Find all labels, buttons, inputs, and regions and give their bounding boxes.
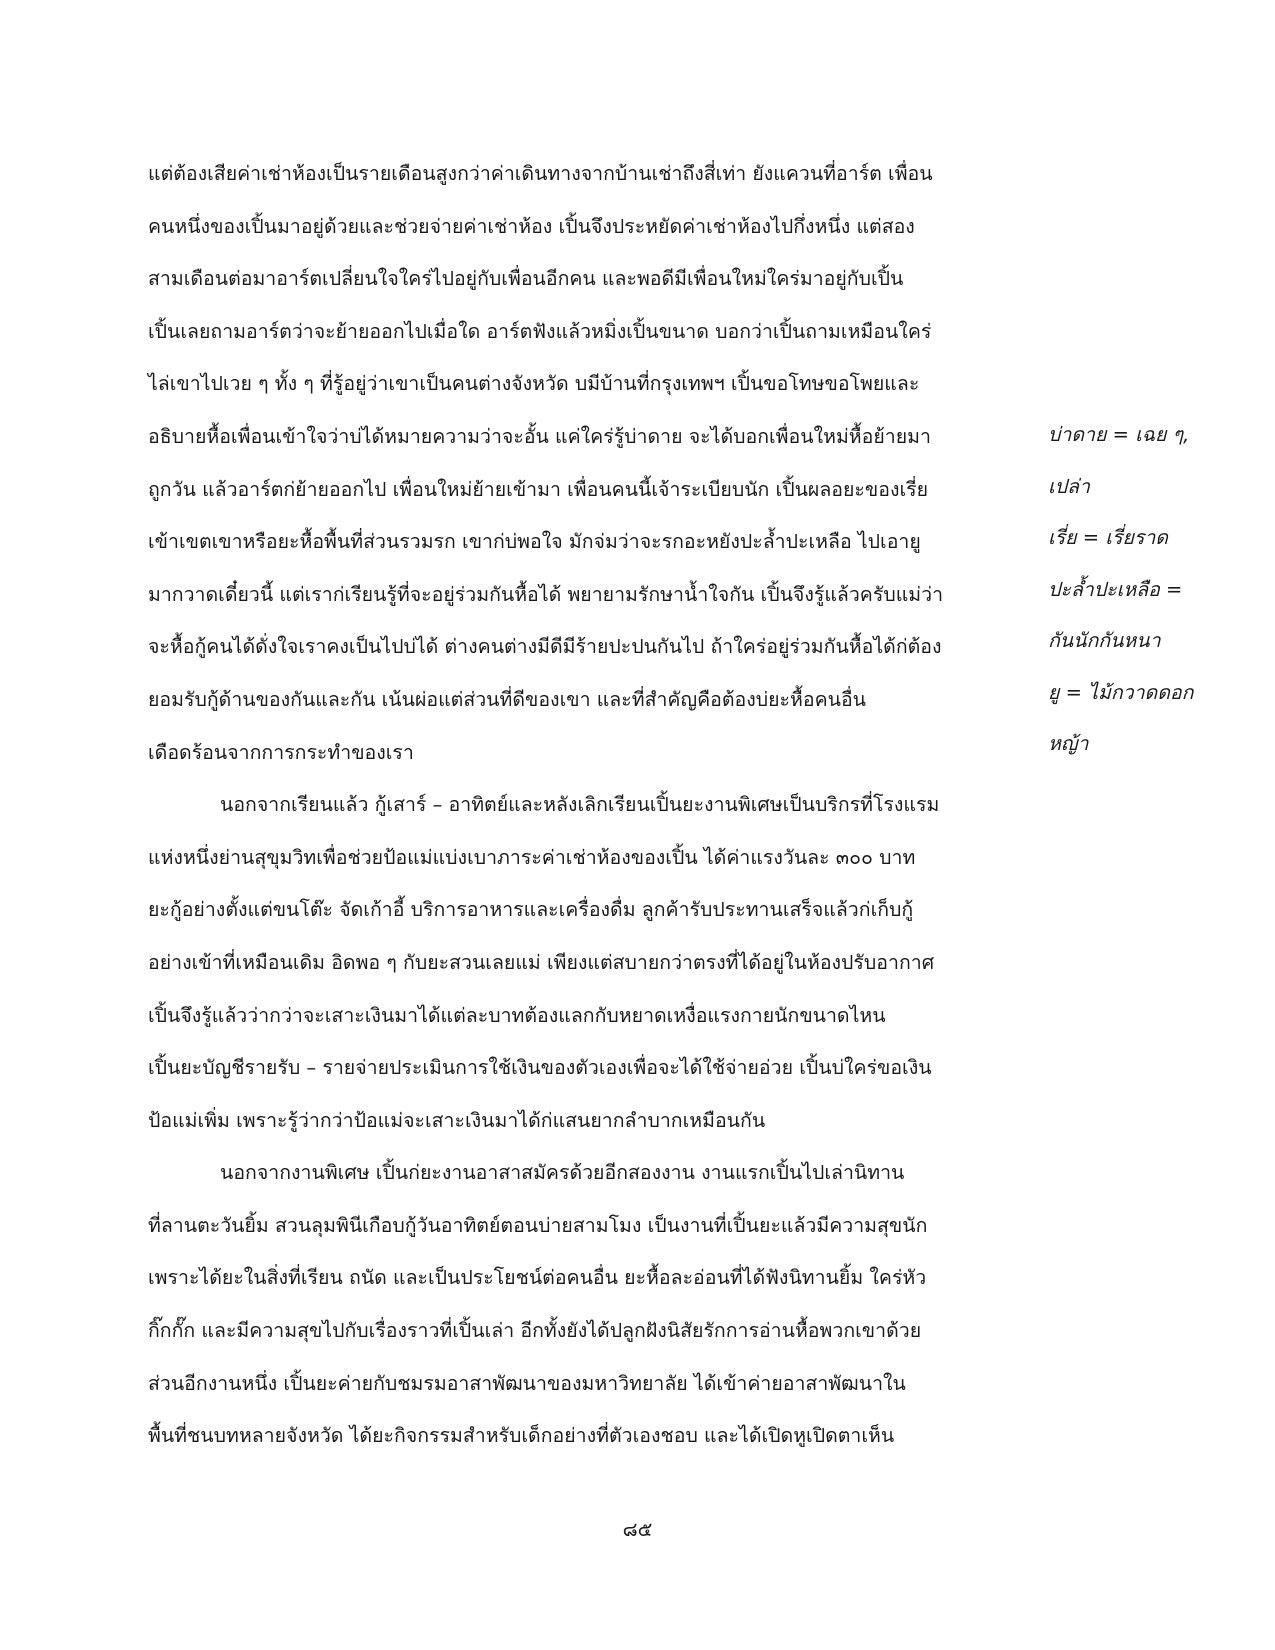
text-line: เปิ้นยะบัญชีรายรับ – รายจ่ายประเมินการใช้เงินของตัวเองเพื่อจะได้ใช้จ่ายอ่วย เปิ้นบ่ใคร่ขอเงิน bbox=[148, 1056, 932, 1080]
text-line: เข้าเขตเขาหรือยะหื้อพื้นที่ส่วนรวมรก เขาก่บ่พอใจ มักจ่มว่าจะรกอะหยังปะล้ำปะเหลือ ไปเอายู bbox=[148, 530, 921, 554]
text-line: ป้อแม่เพิ่ม เพราะรู้ว่ากว่าป้อแม่จะเสาะเงินมาได้ก่แสนยากลำบากเหมือนกัน bbox=[148, 1108, 766, 1132]
text-line: เพราะได้ยะในสิ่งที่เรียน ถนัด และเป็นประโยชน์ต่อคนอื่น ยะหื้อละอ่อนที่ได้ฟังนิทานยิ้ม ใคร่หัว bbox=[148, 1266, 927, 1290]
text-line: อย่างเข้าที่เหมือนเดิม อิดพอ ๆ กับยะสวนเลยแม่ เพียงแต่สบายกว่าตรงที่ได้อยู่ในห้องปรับอากาศ bbox=[148, 950, 935, 974]
glossary-note: หญ้า bbox=[1048, 732, 1089, 755]
text-line: อธิบายหื้อเพื่อนเข้าใจว่าบ่ได้หมายความว่าจะอั้น แค่ใคร่รู้บ่าดาย จะได้บอกเพื่อนใหม่หื้อย้ายมา bbox=[148, 424, 931, 448]
glossary-note: เรี่ย = เรี่ยราด bbox=[1048, 526, 1168, 549]
glossary-note: ปะล้ำปะเหลือ = bbox=[1048, 577, 1183, 601]
text-line: สามเดือนต่อมาอาร์ตเปลี่ยนใจใคร่ไปอยู่กับเพื่อนอีกคน และพอดีมีเพื่อนใหม่ใคร่มาอยู่กับเปิ้น bbox=[148, 267, 904, 291]
text-line: มากวาดเดี๋ยวนี้ แต่เราก่เรียนรู้ที่จะอยู่ร่วมกันหื้อได้ พยายามรักษาน้ำใจกัน เปิ้นจึงรู้แล้วครับแม่ว่า bbox=[148, 582, 944, 606]
page-number: ๘๕ bbox=[622, 1518, 653, 1541]
text-line: เปิ้นจึงรู้แล้วว่ากว่าจะเสาะเงินมาได้แต่ละบาทต้องแลกกับหยาดเหงื่อแรงกายนักขนาดไหน bbox=[148, 1003, 886, 1027]
text-line: แห่งหนึ่งย่านสุขุมวิทเพื่อช่วยป้อแม่แบ่งเบาภาระค่าเช่าห้องของเปิ้น ได้ค่าแรงวันละ ๓๐๐ บาท bbox=[148, 845, 916, 869]
text-line: ถูกวัน แล้วอาร์ตก่ย้ายออกไป เพื่อนใหม่ย้ายเข้ามา เพื่อนคนนี้เจ้าระเบียบนัก เปิ้นผลอยะของเรี่ย bbox=[148, 477, 929, 501]
text-line: จะหื้อกู้คนได้ดั่งใจเราคงเป็นไปบ่ได้ ต่างคนต่างมีดีมีร้ายปะปนกันไป ถ้าใคร่อยู่ร่วมกันหื้อได้ก่ต้อง bbox=[148, 635, 942, 659]
text-line: ไล่เขาไปเวย ๆ ทั้ง ๆ ที่รู้อยู่ว่าเขาเป็นคนต่างจังหวัด บมีบ้านที่กรุงเทพฯ เปิ้นขอโทษขอโพยและ bbox=[148, 372, 920, 396]
text-line: พื้นที่ชนบทหลายจังหวัด ได้ยะกิจกรรมสำหรับเด็กอย่างที่ตัวเองชอบ และได้เปิดหูเปิดตาเห็น bbox=[148, 1424, 895, 1448]
text-line: ส่วนอีกงานหนึ่ง เปิ้นยะค่ายกับชมรมอาสาพัฒนาของมหาวิทยาลัย ได้เข้าค่ายอาสาพัฒนาใน bbox=[148, 1371, 906, 1395]
glossary-note: เปล่า bbox=[1048, 474, 1090, 498]
body-text bbox=[148, 148, 1028, 1463]
glossary-note: ยู = ไม้กวาดดอก bbox=[1048, 680, 1194, 704]
text-line: เดือดร้อนจากการกระทำของเรา bbox=[148, 740, 414, 764]
paragraph-first-line: นอกจากงานพิเศษ เปิ้นก่ยะงานอาสาสมัครด้วยอีกสองงาน งานแรกเปิ้นไปเล่านิทาน bbox=[220, 1161, 905, 1185]
glossary-note: บ่าดาย = เฉย ๆ, bbox=[1048, 423, 1190, 446]
text-line: ที่ลานตะวันยิ้ม สวนลุมพินีเกือบกู้วันอาทิตย์ตอนบ่ายสามโมง เป็นงานที่เปิ้นยะแล้วมีความสุขนัก bbox=[148, 1213, 928, 1237]
text-line: แต่ต้องเสียค่าเช่าห้องเป็นรายเดือนสูงกว่าค่าเดินทางจากบ้านเช่าถึงสี่เท่า ยังแควนที่อาร์ต เพื่อน bbox=[148, 162, 933, 185]
text-line: ยะกู้อย่างตั้งแต่ขนโต๊ะ จัดเก้าอี้ บริการอาหารและเครื่องดื่ม ลูกค้ารับประทานเสร็จแล้วก่เก็บกู้ bbox=[148, 898, 914, 922]
text-line: คนหนึ่งของเปิ้นมาอยู่ด้วยและช่วยจ่ายค่าเช่าห้อง เปิ้นจึงประหยัดค่าเช่าห้องไปกึ่งหนึ่ง แต่สอง bbox=[148, 214, 915, 238]
text-line: ยอมรับกู้ด้านของกันและกัน เน้นผ่อแต่ส่วนที่ดีของเขา และที่สำคัญคือต้องบ่ยะหื้อคนอื่น bbox=[148, 687, 866, 711]
glossary-margin-notes bbox=[1048, 409, 1248, 770]
paragraph-first-line: นอกจากเรียนแล้ว กู้เสาร์ – อาทิตย์และหลังเลิกเรียนเปิ้นยะงานพิเศษเป็นบริกรที่โรงแรม bbox=[220, 793, 940, 817]
text-line: เปิ้นเลยถามอาร์ตว่าจะย้ายออกไปเมื่อใด อาร์ตฟังแล้วหมิ่งเปิ้นขนาด บอกว่าเปิ้นถามเหมือนใคร่ bbox=[148, 319, 932, 343]
text-line: กิ๊กกั๊ก และมีความสุขไปกับเรื่องราวที่เปิ้นเล่า อีกทั้งยังได้ปลูกฝังนิสัยรักการอ่านหื้อพวกเขาด้วย bbox=[148, 1319, 922, 1343]
glossary-note: กันนักกันหนา bbox=[1048, 629, 1161, 652]
